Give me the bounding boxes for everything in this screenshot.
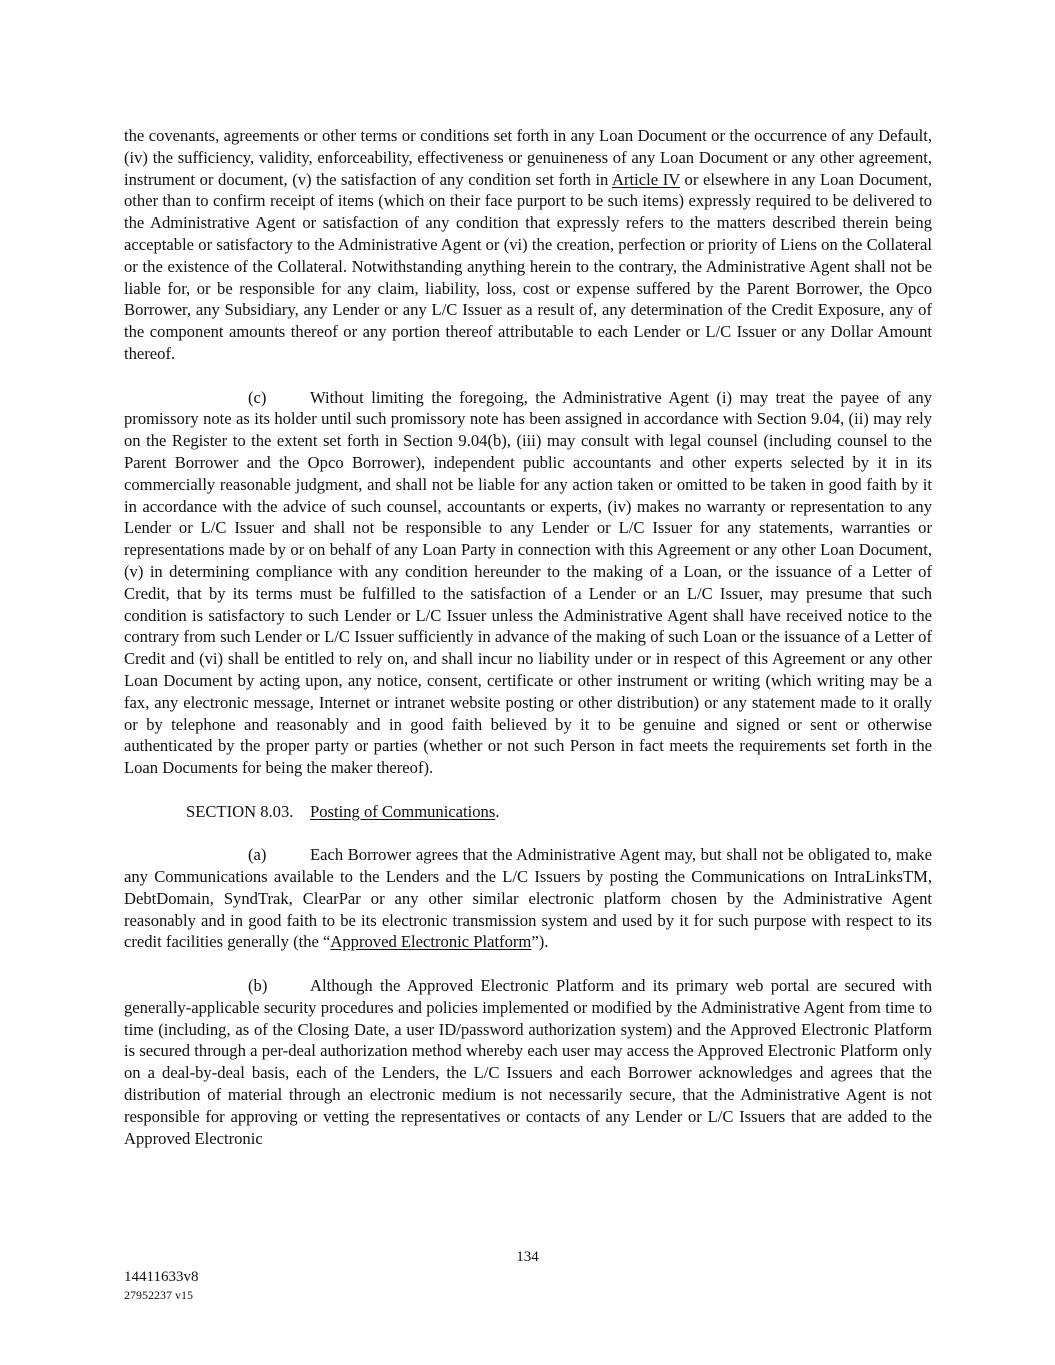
- paragraph-text: Although the Approved Electronic Platform and its primary web portal are secured with generally-applicable security procedures and policies implemented or modified by the Administrative Agent from time to time (including, as of the Closing Date, a user ID/password authorization system) and the Approved Electronic Platform is secured through a per-deal authorization method whereby each user may access the Approved Electronic Platform only on a deal-by-deal basis, each of the Lenders, the L/C Issuers and each Borrower acknowledges and agrees that the distribution of material through an electronic medium is not necessarily secure, that the Administrative Agent is not responsible for approving or vetting the representatives or contacts of any Lender or L/C Issuers that are added to the Approved Electronic: [124, 976, 932, 1148]
- page-number: 134: [516, 1249, 539, 1265]
- paragraph-text: Without limiting the foregoing, the Administrative Agent (i) may treat the payee of any promissory note as its holder until such promissory note has been assigned in accordance with Section 9.04, (ii) may rely on the Register to the extent set forth in Section 9.04(b), (iii) may consult with legal counsel (including counsel to the Parent Borrower and the Opco Borrower), independent public accountants and other experts selected by it in its commercially reasonable judgment, and shall not be liable for any action taken or omitted to be taken in good faith by it in accordance with the advice of such counsel, accountants or experts, (iv) makes no warranty or representation to any Lender or L/C Issuer and shall not be responsible to any Lender or L/C Issuer for any statements, warranties or representations made by or on behalf of any Loan Party in connection with this Agreement or any other Loan Document, (v) in determining compliance with any condition hereunder to the making of a Loan, or the issuance of a Letter of Credit, that by its terms must be fulfilled to the satisfaction of a Lender or an L/C Issuer, may presume that such condition is satisfactory to such Lender or L/C Issuer unless the Administrative Agent shall have received notice to the contrary from such Lender or L/C Issuer sufficiently in advance of the making of such Loan or the issuance of a Letter of Credit and (vi) shall be entitled to rely on, and shall incur no liability under or in respect of this Agreement or any other Loan Document by acting upon, any notice, consent, certificate or other instrument or writing (which writing may be a fax, any electronic message, Internet or intranet website posting or other distribution) or any statement made to it orally or by telephone and reasonably and in good faith believed by it to be genuine and signed or sent or otherwise authenticated by the proper party or parties (whether or not such Person in fact meets the requirements set forth in the Loan Documents for being the maker thereof).: [124, 387, 932, 778]
- paragraph-marker: (b): [248, 976, 268, 996]
- paragraph-continuation: [124, 125, 932, 365]
- paragraph-marker: (a): [248, 845, 267, 865]
- defined-term: Approved Electronic Platform: [330, 932, 532, 952]
- paragraph-a: [124, 844, 932, 953]
- paragraph-c: [124, 387, 932, 779]
- paragraph-b: [124, 975, 932, 1149]
- section-title: Posting of Communications: [310, 801, 496, 821]
- article-iv-reference: Article IV: [612, 169, 680, 189]
- paragraph-text: Each Borrower agrees that the Administrative Agent may, but shall not be obligated to, make any Communications available to the Lenders and the L/C Issuers by posting the Communications on IntraLinksTM, DebtDomain, SyndTrak, ClearPar or any other similar electronic platform chosen by the Administrative Agent reasonably and in good faith to be its electronic transmission system and used by it for such purpose with respect to its credit facilities generally (the “: [124, 845, 932, 952]
- paragraph-text: or elsewhere in any Loan Document, other than to confirm receipt of items (which on their face purport to be such items) expressly required to be delivered to the Administrative Agent or satisfaction of any condition that expressly refers to the matters described therein being acceptable or satisfactory to the Administrative Agent or (vi) the creation, perfection or priority of Liens on the Collateral or the existence of the Collateral. Notwithstanding anything herein to the contrary, the Administrative Agent shall not be liable for, or be responsible for any claim, liability, loss, cost or expense suffered by the Parent Borrower, the Opco Borrower, any Subsidiary, any Lender or any L/C Issuer as a result of, any determination of the Credit Exposure, any of the component amounts thereof or any portion thereof attributable to each Lender or L/C Issuer or any Dollar Amount thereof.: [124, 169, 932, 363]
- paragraph-closing: ”).: [531, 932, 549, 952]
- section-number: SECTION 8.03.: [186, 801, 294, 821]
- paragraph-marker: (c): [248, 387, 267, 407]
- document-id-secondary: 27952237 v15: [124, 1288, 193, 1302]
- section-title-period: .: [495, 801, 500, 821]
- document-id: 14411633v8: [124, 1269, 199, 1285]
- document-body: [124, 125, 932, 1149]
- paragraph-text: the covenants, agreements or other terms or conditions set forth in any Loan Document or the occurrence of any Default, (iv) the sufficiency, validity, enforceability, effectiveness or genuineness of any Loan Document or any other agreement, instrument or document, (v) the satisfaction of any condition set forth in: [124, 126, 932, 189]
- section-heading: [124, 801, 932, 823]
